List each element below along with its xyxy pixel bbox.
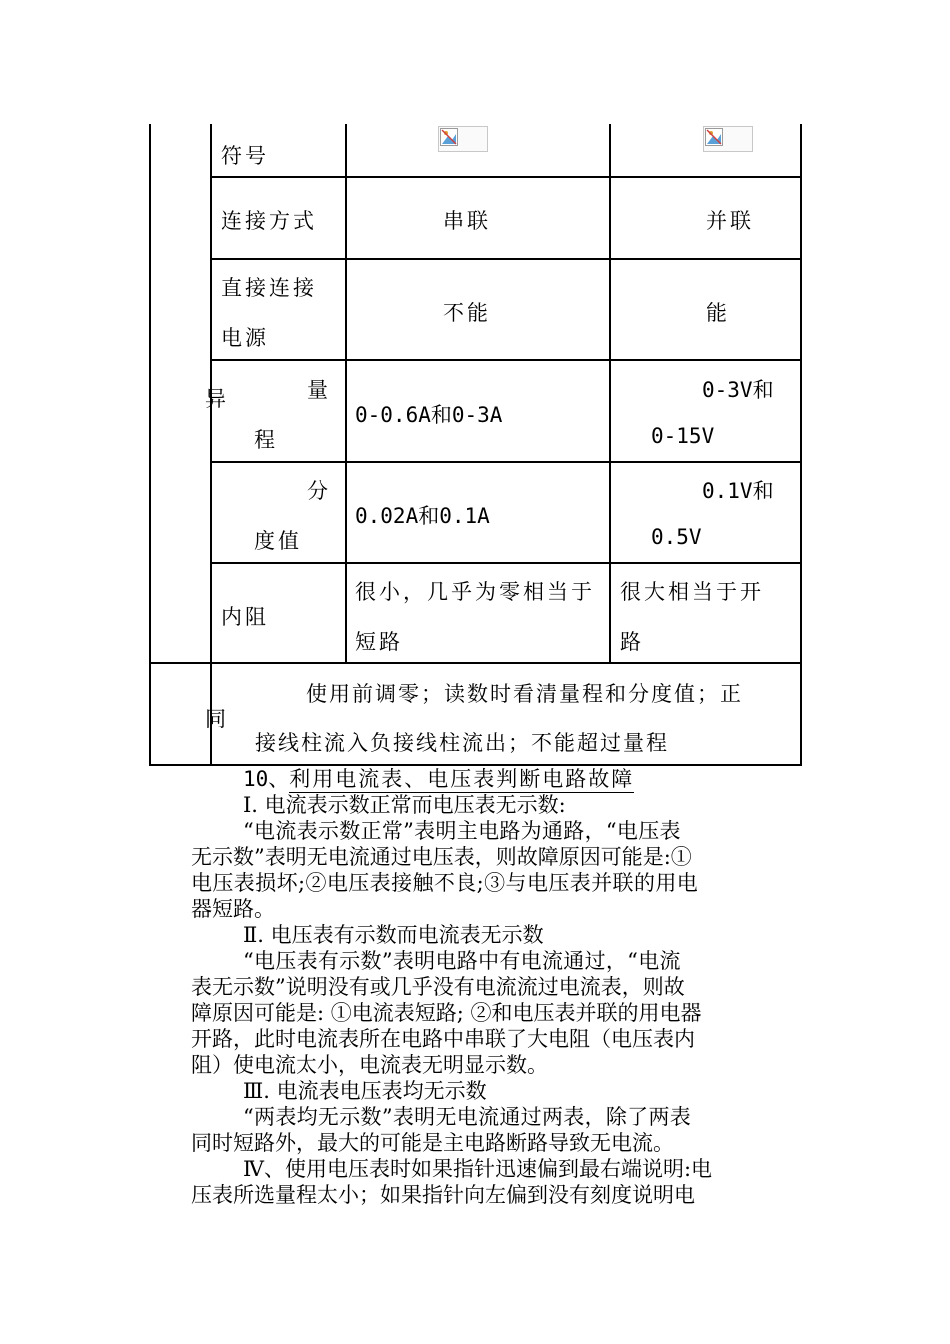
table-row-divider bbox=[210, 359, 802, 361]
table-row-divider bbox=[210, 176, 802, 178]
row-label-resistance: 内阻 bbox=[221, 605, 269, 629]
voltmeter-resistance: 很大相当于开 bbox=[620, 580, 764, 604]
same-label: 同 bbox=[205, 707, 229, 731]
ammeter-symbol-image bbox=[438, 126, 488, 152]
voltmeter-range: 0-3V和 bbox=[702, 378, 774, 402]
row-label-division: 度值 bbox=[254, 529, 302, 553]
row-label-connection: 连接方式 bbox=[221, 209, 317, 233]
broken-image-icon bbox=[705, 128, 723, 146]
section-title: 利用电流表、电压表判断电路故障 bbox=[289, 767, 635, 791]
paragraph-line: 开路，此时电流表所在电路中串联了大电阻（电压表内 bbox=[191, 1027, 695, 1051]
paragraph-line: “电流表示数正常”表明主电路为通路，“电压表 bbox=[243, 819, 681, 843]
voltmeter-connection: 并联 bbox=[706, 209, 754, 233]
table-row-divider bbox=[210, 258, 802, 260]
voltmeter-division: 0.1V和 bbox=[702, 479, 774, 503]
voltmeter-direct-source: 能 bbox=[706, 301, 730, 325]
row-label-division: 分 bbox=[307, 479, 331, 503]
table-col-divider-1 bbox=[345, 124, 347, 664]
voltmeter-resistance: 路 bbox=[620, 630, 644, 654]
table-border-left bbox=[149, 124, 151, 766]
ammeter-range: 0-0.6A和0-3A bbox=[355, 403, 503, 427]
paragraph-line: 无示数”表明无电流通过电压表，则故障原因可能是:① bbox=[191, 845, 692, 869]
paragraph-line: “电压表有示数”表明电路中有电流通过，“电流 bbox=[243, 949, 681, 973]
row-label-symbol: 符号 bbox=[221, 144, 269, 168]
voltmeter-range: 0-15V bbox=[651, 424, 715, 448]
table-row-divider bbox=[149, 662, 802, 664]
row-label-range: 程 bbox=[254, 428, 278, 452]
ammeter-resistance: 很小，几乎为零相当于 bbox=[355, 580, 595, 604]
section-heading bbox=[243, 766, 634, 792]
table-col-divider-2 bbox=[609, 124, 611, 664]
difference-label: 异 bbox=[205, 387, 229, 411]
item-heading: Ⅱ. 电压表有示数而电流表无示数 bbox=[243, 923, 544, 947]
paragraph-line: 障原因可能是: ①电流表短路; ②和电压表并联的用电器 bbox=[191, 1001, 702, 1025]
paragraph-line: 阻）使电流太小，电流表无明显示数。 bbox=[191, 1053, 548, 1077]
paragraph-line: 表无示数”说明没有或几乎没有电流流过电流表，则故 bbox=[191, 975, 685, 999]
row-label-range: 量 bbox=[307, 378, 331, 402]
table-border-right bbox=[800, 124, 802, 766]
voltmeter-division: 0.5V bbox=[651, 525, 702, 549]
table-row-divider bbox=[210, 461, 802, 463]
ammeter-direct-source: 不能 bbox=[443, 301, 491, 325]
table-border-inner-left bbox=[210, 124, 212, 766]
ammeter-connection: 串联 bbox=[443, 209, 491, 233]
paragraph-line: 压表所选量程太小；如果指针向左偏到没有刻度说明电 bbox=[191, 1183, 695, 1207]
ammeter-resistance: 短路 bbox=[355, 630, 403, 654]
paragraph-line: 电压表损坏;②电压表接触不良;③与电压表并联的用电 bbox=[191, 871, 699, 895]
paragraph-line: Ⅳ、使用电压表时如果指针迅速偏到最右端说明:电 bbox=[243, 1157, 713, 1181]
same-description: 接线柱流入负接线柱流出；不能超过量程 bbox=[255, 731, 669, 755]
voltmeter-symbol-image bbox=[703, 126, 753, 152]
section-number: 10、 bbox=[243, 767, 290, 791]
paragraph-line: 同时短路外，最大的可能是主电路断路导致无电流。 bbox=[191, 1131, 674, 1155]
ammeter-division: 0.02A和0.1A bbox=[355, 504, 490, 528]
same-description: 使用前调零；读数时看清量程和分度值；正 bbox=[306, 682, 743, 706]
table-row-divider bbox=[210, 562, 802, 564]
row-label-direct-source: 电源 bbox=[221, 326, 269, 350]
row-label-direct-source: 直接连接 bbox=[221, 276, 317, 300]
item-heading: Ⅲ. 电流表电压表均无示数 bbox=[243, 1079, 487, 1103]
broken-image-icon bbox=[440, 128, 458, 146]
item-heading: Ⅰ. 电流表示数正常而电压表无示数: bbox=[243, 793, 566, 817]
paragraph-line: “两表均无示数”表明无电流通过两表，除了两表 bbox=[243, 1105, 692, 1129]
paragraph-line: 器短路。 bbox=[191, 897, 275, 921]
